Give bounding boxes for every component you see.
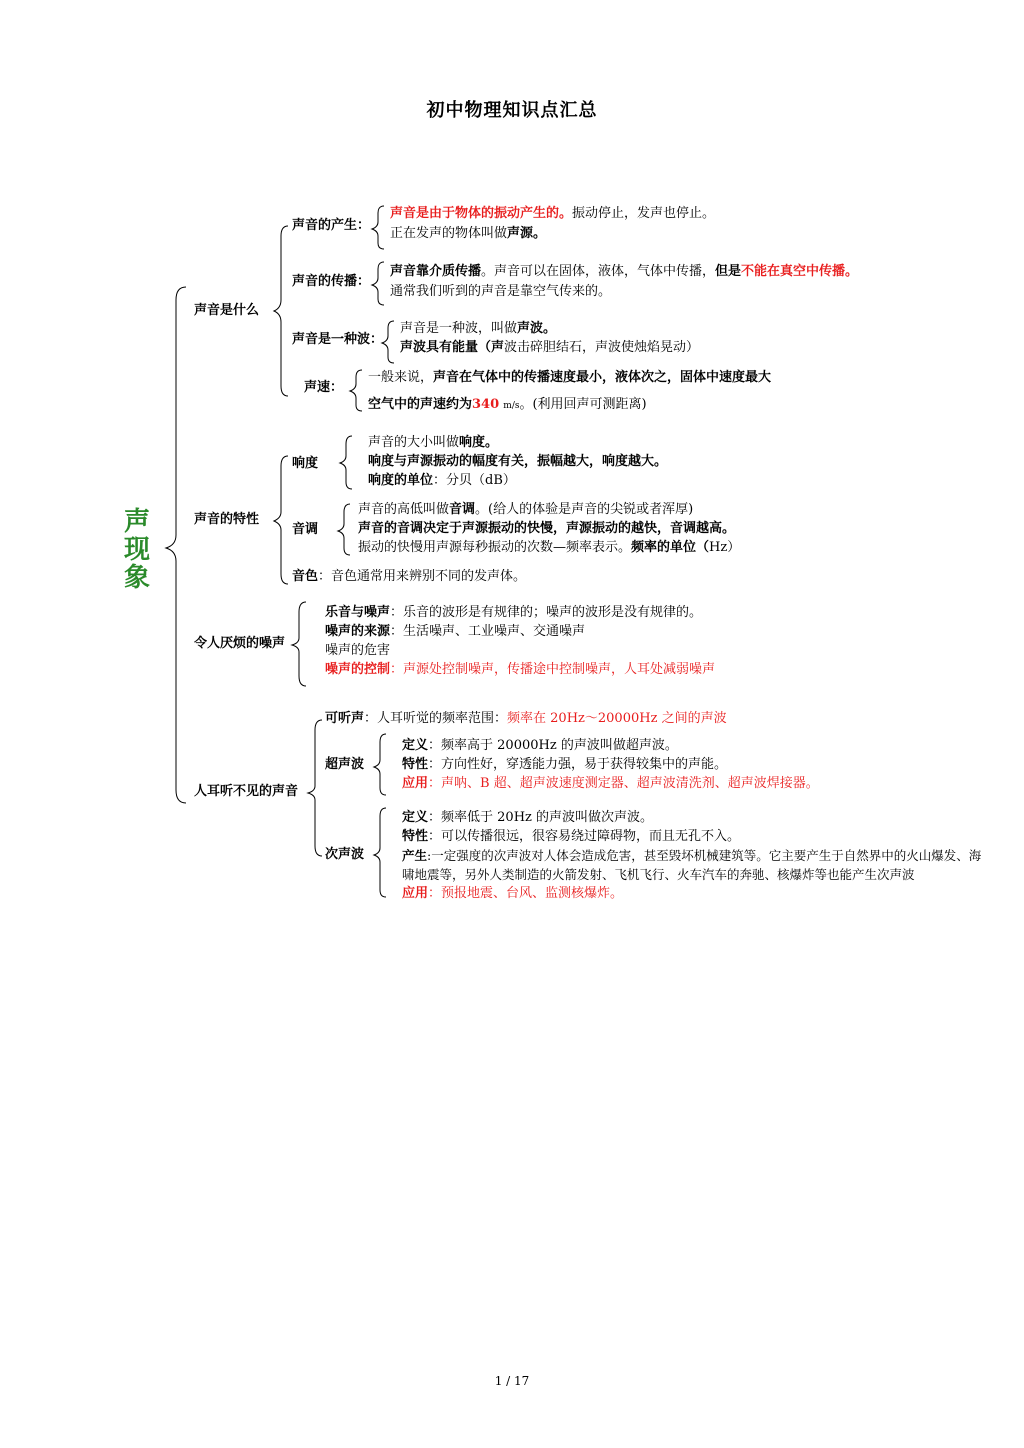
brace-s1c	[382, 321, 394, 363]
line-propagation-2: 通常我们听到的声音是靠空气传来的。	[390, 284, 612, 299]
line-infra-definition: 定义：频率低于 20Hz 的声波叫做次声波。	[402, 810, 654, 825]
line-noise-4: 噪声的控制：声源处控制噪声，传播途中控制噪声，人耳处减弱噪声	[325, 662, 716, 677]
line-audible: 可听声：人耳听觉的频率范围：频率在 20Hz～20000Hz 之间的声波	[325, 711, 727, 726]
topic-timbre: 音色：音色通常用来辨别不同的发声体。	[292, 569, 527, 584]
brace-s2b	[338, 504, 350, 555]
speed-unit: m/s	[503, 401, 520, 411]
line-speed-2: 空气中的声速约为340 m/s。(利用回声可测距离)	[368, 397, 647, 412]
brace-s4	[308, 720, 322, 856]
topic-sound-production: 声音的产生：	[292, 218, 371, 233]
brace-ultra	[374, 734, 386, 795]
line-speed-1: 一般来说，声音在气体中的传播速度最小，液体次之，固体中速度最大	[368, 370, 772, 385]
main-topic-text: 声现象	[123, 507, 150, 593]
line-pitch-1: 声音的高低叫做音调。(给人的体验是声音的尖锐或者浑厚)	[358, 502, 694, 517]
line-production-2: 正在发声的物体叫做声源。	[390, 226, 547, 241]
line-ultra-property: 特性：方向性好，穿透能力强，易于获得较集中的声能。	[402, 757, 728, 772]
line-noise-1: 乐音与噪声：乐音的波形是有规律的；噪声的波形是没有规律的。	[325, 605, 703, 620]
brace-infra	[374, 808, 386, 897]
topic-pitch: 音调	[292, 522, 319, 537]
line-pitch-2: 声音的音调决定于声源振动的快慢，声源振动的越快，音调越高。	[358, 521, 736, 536]
line-propagation-1: 声音靠介质传播。声音可以在固体，液体，气体中传播，但是不能在真空中传播。	[390, 264, 859, 279]
brace-s2	[274, 456, 288, 584]
line-noise-2: 噪声的来源：生活噪声、工业噪声、交通噪声	[325, 624, 586, 639]
line-infra-application: 应用：预报地震、台风、监测核爆炸。	[402, 886, 624, 901]
section-sound-characteristics: 声音的特性	[194, 512, 260, 527]
line-infra-origin: 产生:一定强度的次声波对人体会造成危害，甚至毁坏机械建筑等。它主要产生于自然界中的火山爆发、海	[402, 848, 982, 863]
section-noise: 令人厌烦的噪声	[194, 636, 286, 651]
section-sound-what: 声音是什么	[194, 303, 260, 318]
brace-s1b	[372, 262, 384, 305]
brace-s2a	[340, 436, 352, 489]
line-infra-property: 特性：可以传播很远，很容易绕过障碍物，而且无孔不入。	[402, 829, 741, 844]
line-loudness-1: 声音的大小叫做响度。	[368, 435, 499, 450]
topic-infrasound: 次声波	[325, 847, 365, 862]
page-number: 1 / 17	[494, 1374, 530, 1388]
main-topic	[120, 508, 154, 592]
line-ultra-definition: 定义：频率高于 20000Hz 的声波叫做超声波。	[402, 738, 678, 753]
line-infra-origin-2: 啸地震等，另外人类制造的火箭发射、飞机飞行、火车汽车的奔驰、核爆炸等也能产生次声波	[402, 867, 915, 882]
line-wave-1: 声音是一种波，叫做声波。	[400, 321, 557, 336]
line-loudness-3: 响度的单位：分贝（dB）	[368, 473, 516, 488]
topic-ultrasound: 超声波	[325, 757, 365, 772]
topic-sound-speed: 声速：	[304, 380, 344, 395]
topic-loudness: 响度	[292, 456, 319, 471]
line-ultra-application: 应用：声呐、B 超、超声波速度测定器、超声波清洗剂、超声波焊接器。	[402, 776, 819, 791]
line-loudness-2: 响度与声源振动的幅度有关，振幅越大，响度越大。	[368, 454, 668, 469]
page-title: 初中物理知识点汇总	[426, 100, 598, 121]
line-wave-2: 声波具有能量（声波击碎胆结石，声波使烛焰晃动）	[400, 340, 700, 355]
line-production-1: 声音是由于物体的振动产生的。振动停止，发声也停止。	[390, 206, 716, 221]
topic-sound-propagation: 声音的传播：	[292, 274, 371, 289]
line-pitch-3: 振动的快慢用声源每秒振动的次数—频率表示。频率的单位（Hz）	[358, 540, 741, 555]
section-inaudible-sound: 人耳听不见的声音	[194, 784, 299, 799]
brace-s1	[274, 226, 288, 396]
brace-s1d	[350, 370, 362, 411]
main-brace	[166, 287, 186, 803]
brace-s3	[292, 602, 306, 686]
brace-s1a	[372, 206, 384, 249]
topic-sound-wave: 声音是一种波：	[292, 332, 384, 347]
line-noise-3: 噪声的危害	[325, 643, 391, 658]
